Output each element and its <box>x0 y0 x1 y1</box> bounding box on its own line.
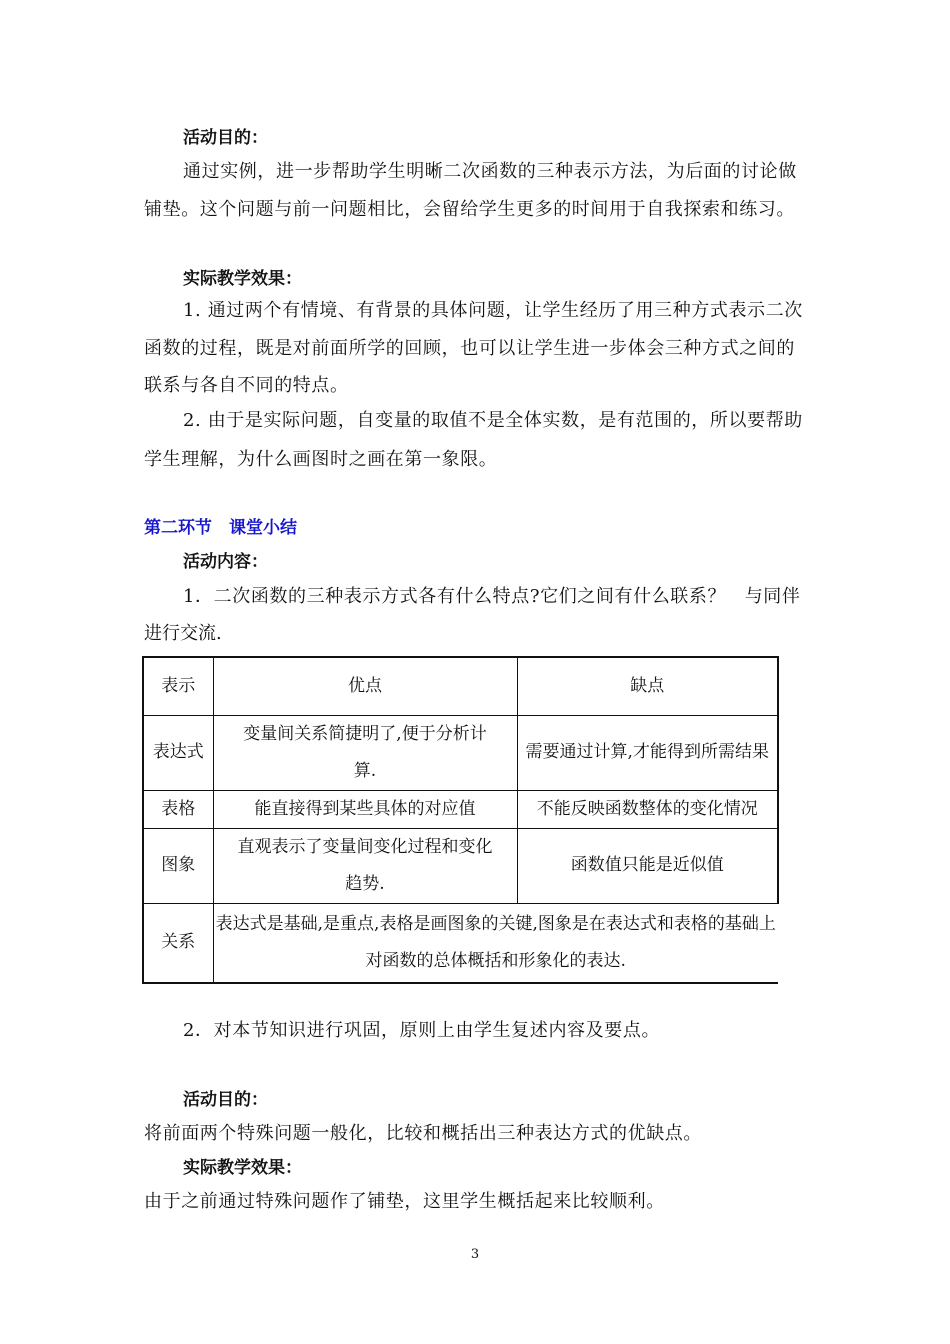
table-row <box>143 790 778 828</box>
header-cell-advantages: 优点 <box>213 657 517 715</box>
q2-line: 2．对本节知识进行巩固，原则上由学生复述内容及要点。 <box>183 1020 661 1041</box>
header-cell-disadvantages: 缺点 <box>517 657 778 715</box>
row-pro: 变量间关系简捷明了,便于分析计算. <box>213 715 517 790</box>
para2-item1-line2: 函数的过程，既是对前面所学的回顾，也可以让学生进一步体会三种方式之间的 <box>144 338 795 359</box>
table-row <box>143 828 778 903</box>
q1-line2: 进行交流. <box>144 623 222 644</box>
para1-line1: 通过实例，进一步帮助学生明晰二次函数的三种表示方法，为后面的讨论做 <box>183 161 797 182</box>
para1-heading: 活动目的： <box>183 128 268 148</box>
content-heading: 活动内容： <box>183 552 268 572</box>
para2-heading: 实际教学效果： <box>183 269 302 289</box>
effect-heading: 实际教学效果： <box>183 1158 302 1178</box>
table-row <box>143 715 778 790</box>
goal-text: 将前面两个特殊问题一般化，比较和概括出三种表达方式的优缺点。 <box>144 1123 702 1144</box>
row-label: 表达式 <box>143 715 213 790</box>
summary-table <box>142 656 779 984</box>
effect-text: 由于之前通过特殊问题作了铺垫，这里学生概括起来比较顺利。 <box>144 1191 665 1212</box>
row-con: 不能反映函数整体的变化情况 <box>517 790 778 828</box>
para2-item2-line1: 2. 由于是实际问题，自变量的取值不是全体实数，是有范围的，所以要帮助 <box>183 410 803 431</box>
para2-item1-line3: 联系与各自不同的特点。 <box>144 375 349 396</box>
row-label: 表格 <box>143 790 213 828</box>
row-pro: 能直接得到某些具体的对应值 <box>213 790 517 828</box>
para2-item1-line1: 1. 通过两个有情境、有背景的具体问题，让学生经历了用三种方式表示二次 <box>183 300 803 321</box>
page-number: 3 <box>470 1247 480 1262</box>
row-pro: 直观表示了变量间变化过程和变化趋势. <box>213 828 517 903</box>
table-header-row <box>143 657 778 715</box>
row-con: 函数值只能是近似值 <box>517 828 778 903</box>
row-label: 图象 <box>143 828 213 903</box>
relation-label: 关系 <box>143 903 213 983</box>
row-con: 需要通过计算,才能得到所需结果 <box>517 715 778 790</box>
para1-line2: 铺垫。这个问题与前一问题相比，会留给学生更多的时间用于自我探索和练习。 <box>144 199 795 220</box>
para2-item2-line2: 学生理解，为什么画图时之画在第一象限。 <box>144 449 498 470</box>
header-cell-representation: 表示 <box>143 657 213 715</box>
relation-text: 表达式是基础,是重点,表格是画图象的关键,图象是在表达式和表格的基础上对函数的总体概括和形象化的表达. <box>213 903 778 983</box>
goal-heading: 活动目的： <box>183 1090 268 1110</box>
section-title: 第二环节 课堂小结 <box>144 518 297 538</box>
table-relation-row <box>143 903 778 983</box>
q1-line1: 1．二次函数的三种表示方式各有什么特点?它们之间有什么联系？ 与同伴 <box>183 586 801 607</box>
